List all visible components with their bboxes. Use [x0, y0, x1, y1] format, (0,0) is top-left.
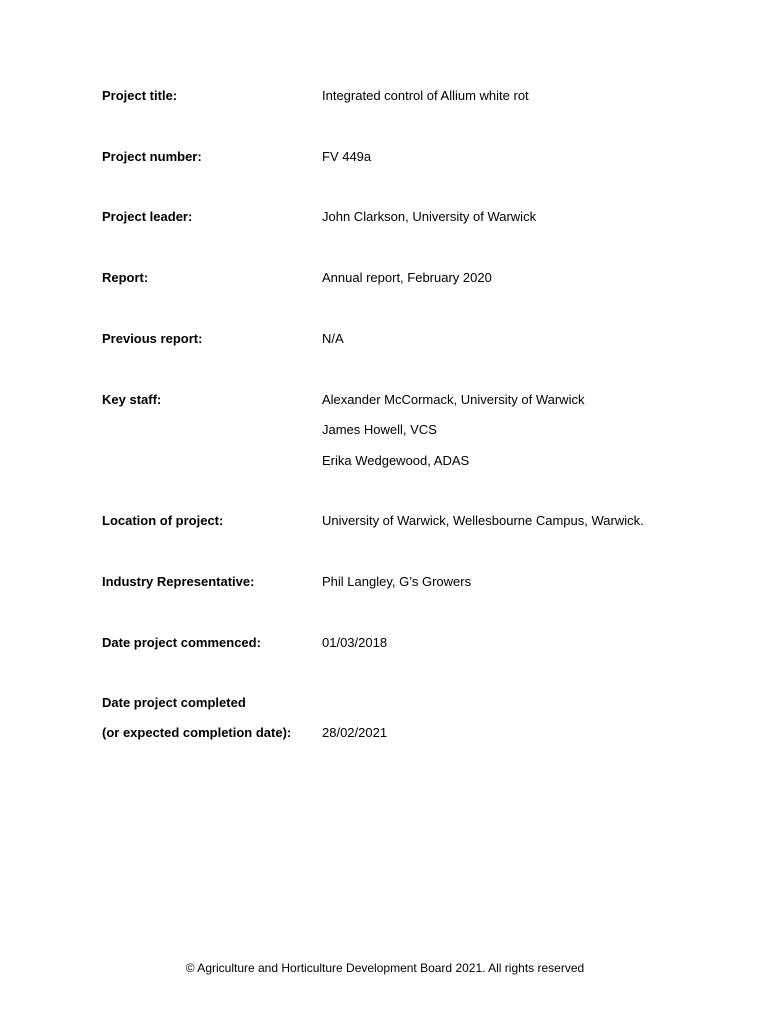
project-number-label: Project number: [102, 149, 202, 164]
location-value: University of Warwick, Wellesbourne Campus, Warwick. [322, 513, 644, 528]
expected-completion-label: (or expected completion date): [102, 725, 292, 740]
report-label: Report: [102, 270, 149, 285]
project-leader-label: Project leader: [102, 209, 193, 224]
project-leader-value: John Clarkson, University of Warwick [322, 209, 537, 224]
date-completed-label: Date project completed [102, 695, 246, 710]
key-staff-item: James Howell, VCS [322, 422, 437, 437]
previous-report-label: Previous report: [102, 331, 203, 346]
previous-report-value: N/A [322, 331, 344, 346]
copyright-footer: © Agriculture and Horticulture Development Board 2021. All rights reserved [185, 961, 585, 975]
date-completed-value: 28/02/2021 [322, 725, 388, 740]
report-value: Annual report, February 2020 [322, 270, 492, 285]
key-staff-item: Alexander McCormack, University of Warwick [322, 392, 585, 407]
project-title-label: Project title: [102, 88, 178, 103]
date-commenced-label: Date project commenced: [102, 635, 261, 650]
key-staff-label: Key staff: [102, 392, 162, 407]
industry-representative-value: Phil Langley, G’s Growers [322, 574, 472, 589]
industry-representative-label: Industry Representative: [102, 574, 255, 589]
project-number-value: FV 449a [322, 149, 372, 164]
location-label: Location of project: [102, 513, 224, 528]
project-title-value: Integrated control of Allium white rot [322, 88, 529, 103]
date-commenced-value: 01/03/2018 [322, 635, 388, 650]
key-staff-item: Erika Wedgewood, ADAS [322, 453, 470, 468]
